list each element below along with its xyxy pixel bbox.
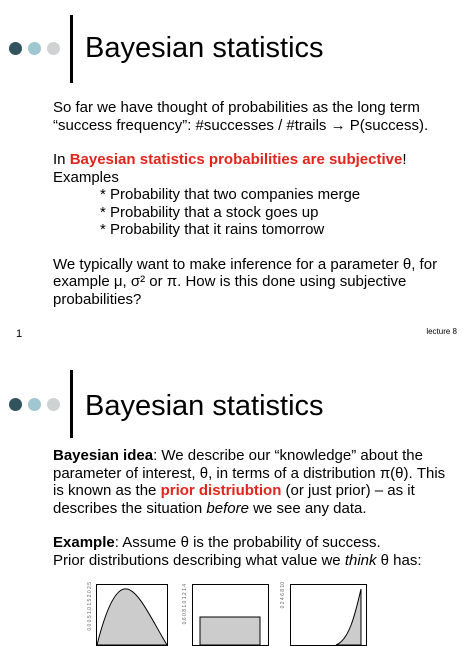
slide-title: Bayesian statistics bbox=[85, 32, 324, 64]
title-divider bbox=[70, 15, 73, 83]
slide-2 bbox=[0, 358, 474, 632]
paragraph-example bbox=[53, 534, 455, 552]
prior-plot-1 bbox=[96, 584, 168, 646]
dot-icon bbox=[47, 398, 60, 411]
idea-label: Bayesian idea bbox=[53, 447, 154, 464]
text-prefix: In bbox=[53, 151, 70, 168]
example-text: : Assume θ is the probability of success. bbox=[114, 534, 381, 551]
paragraph-subjective bbox=[53, 151, 453, 169]
plot-2-ticks: 0.6 0.8 1.0 1.2 1.4 bbox=[182, 584, 188, 625]
examples-label: Examples bbox=[53, 168, 119, 186]
slide-title: Bayesian statistics bbox=[85, 390, 324, 422]
title-divider bbox=[70, 370, 73, 438]
idea-text-3: we see any data. bbox=[248, 499, 367, 517]
dot-icon bbox=[9, 398, 22, 411]
prior-plot-3 bbox=[290, 584, 367, 646]
paragraph-idea bbox=[53, 447, 455, 517]
text-suffix: ! bbox=[402, 151, 407, 168]
plot-3-ticks: 0 2 4 6 8 10 bbox=[280, 582, 286, 609]
prior-curve-1 bbox=[97, 585, 167, 645]
priors-text-a: Prior distributions describing what value we bbox=[53, 551, 345, 569]
paragraph-inference: We typically want to make inference for a parameter θ, for example μ, σ² or π. How is this done using subjective probabilities? bbox=[53, 255, 438, 308]
prior-curve-3 bbox=[291, 585, 366, 645]
example-label: Example bbox=[53, 534, 115, 551]
idea-text: : We describe our “knowledge” about the parameter of interest, θ, in terms of a distribution π(θ). This is known as the bbox=[53, 447, 446, 499]
prior-uniform bbox=[193, 585, 268, 645]
footer-label: lecture 8 bbox=[426, 327, 457, 336]
dot-icon bbox=[28, 398, 41, 411]
prior-plot-2 bbox=[192, 584, 269, 646]
idea-text-2: (or just prior) – as it describes the situation bbox=[53, 482, 415, 517]
page-number: 1 bbox=[16, 328, 23, 340]
example-list bbox=[53, 186, 453, 239]
dot-icon bbox=[47, 42, 60, 55]
plot-1-ticks: 0.0 0.5 1.0 1.5 2.0 2.5 bbox=[87, 582, 93, 631]
dot-icon bbox=[9, 42, 22, 55]
list-item: * Probability that it rains tomorrow bbox=[100, 221, 325, 238]
slide-body bbox=[53, 99, 453, 308]
emphasis-before: before bbox=[206, 499, 249, 517]
emphasis-think: think bbox=[344, 551, 377, 569]
dot-icon bbox=[28, 42, 41, 55]
paragraph-priors bbox=[53, 552, 455, 570]
list-item: * Probability that a stock goes up bbox=[100, 203, 319, 221]
highlight-subjective: Bayesian statistics probabilities are subjective bbox=[69, 151, 403, 168]
slide-body bbox=[53, 447, 455, 569]
priors-text-b: θ has: bbox=[376, 551, 422, 569]
paragraph-intro: So far we have thought of probabilities as the long term “success frequency”: #successes / #trails → P(success). bbox=[53, 99, 429, 134]
list-item: * Probability that two companies merge bbox=[100, 186, 361, 203]
highlight-prior: prior distriubtion bbox=[160, 482, 282, 499]
